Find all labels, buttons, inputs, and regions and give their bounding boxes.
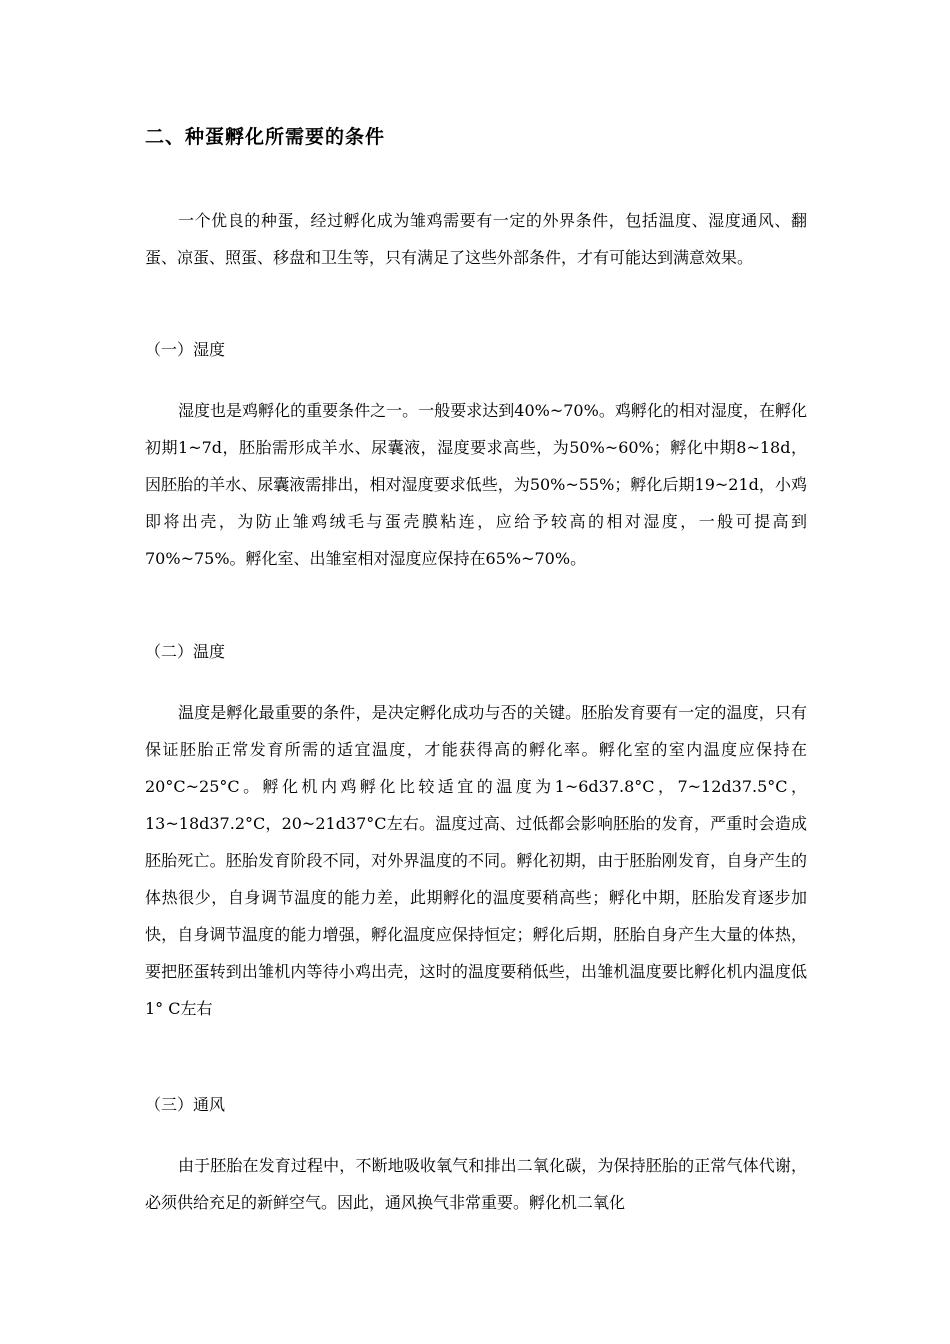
intro-paragraph: 一个优良的种蛋，经过孵化成为雏鸡需要有一定的外界条件，包括温度、湿度通风、翻蛋、凉蛋、照蛋、移盘和卫生等，只有满足了这些外部条件，才有可能达到满意效果。: [145, 211, 807, 267]
paragraph-temperature: 温度是孵化最重要的条件，是决定孵化成功与否的关键。胚胎发育要有一定的温度，只有保证胚胎正常发育所需的适宜温度，才能获得高的孵化率。孵化室的室内温度应保持在20°C~25°C。孵化机内鸡孵化比较适宜的温度为1~6d37.8°C，7~12d37.5°C，13~18d37.2°C，20~21d37°C左右。温度过高、过低都会影响胚胎的发育，严重时会造成胚胎死亡。胚胎发育阶段不同，对外界温度的不同。孵化初期，由于胚胎刚发育，自身产生的体热很少，自身调节温度的能力差，此期孵化的温度要稍高些；孵化中期，胚胎发育逐步加快，自身调节温度的能力增强，孵化温度应保持恒定；孵化后期，胚胎自身产生大量的体热，要把胚蛋转到出雏机内等待小鸡出壳，这时的温度要稍低些，出雏机温度要比孵化机内温度低1° C左右: [145, 703, 807, 1018]
subheading-temperature: （二）温度: [145, 642, 226, 661]
paragraph-humidity: 湿度也是鸡孵化的重要条件之一。一般要求达到40%~70%。鸡孵化的相对湿度，在孵化初期1~7d，胚胎需形成羊水、尿囊液，湿度要求高些，为50%~60%；孵化中期8~18d，因胚胎的羊水、尿囊液需排出，相对湿度要求低些，为50%~55%；孵化后期19~21d，小鸡即将出壳，为防止雏鸡绒毛与蛋壳膜粘连，应给予较高的相对湿度，一般可提高到70%~75%。孵化室、出雏室相对湿度应保持在65%~70%。: [145, 401, 807, 568]
subheading-ventilation: （三）通风: [145, 1095, 226, 1114]
paragraph-ventilation: 由于胚胎在发育过程中，不断地吸收氧气和排出二氧化碳，为保持胚胎的正常气体代谢，必须供给充足的新鲜空气。因此，通风换气非常重要。孵化机二氧化: [145, 1156, 807, 1212]
subheading-humidity: （一）湿度: [145, 340, 226, 359]
section-heading: 二、种蛋孵化所需要的条件: [145, 126, 386, 148]
